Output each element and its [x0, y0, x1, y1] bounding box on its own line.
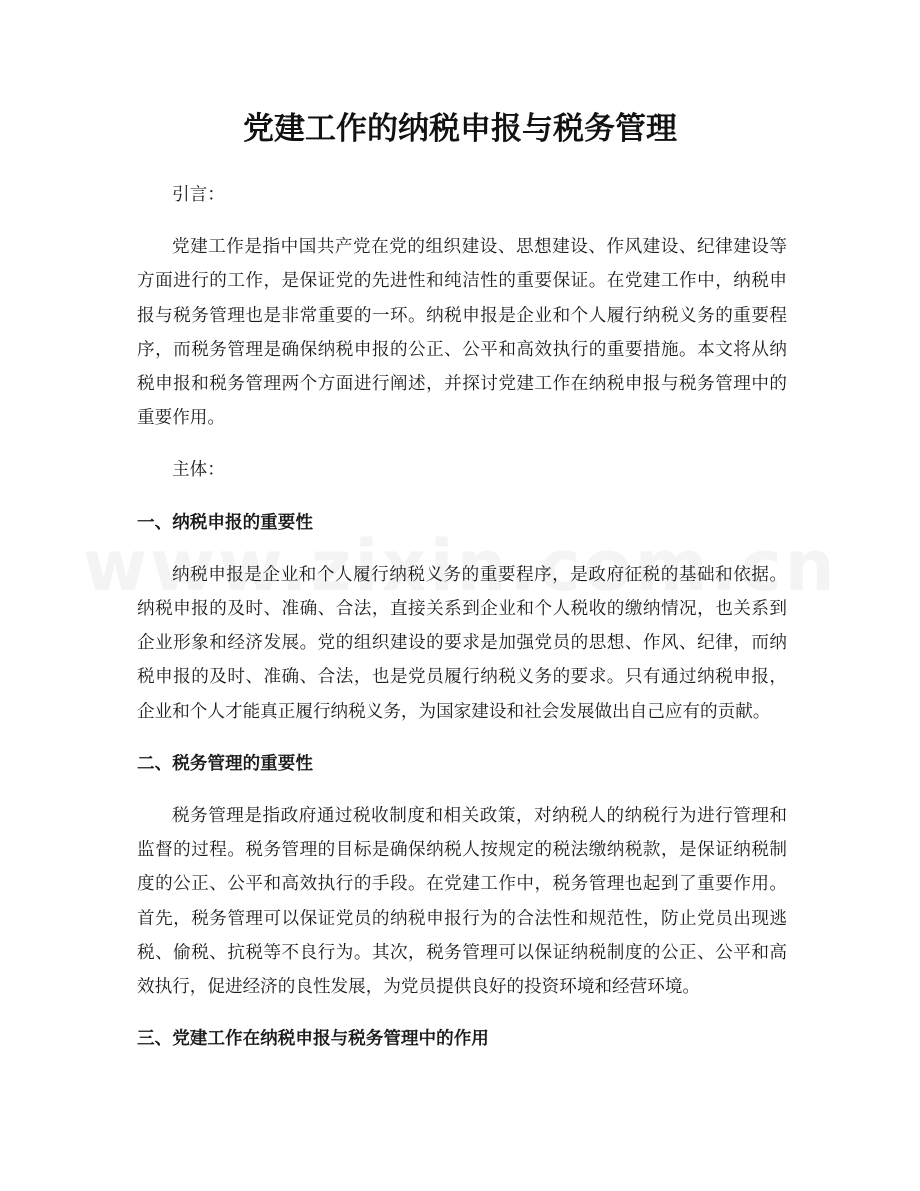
intro-paragraph: 党建工作是指中国共产党在党的组织建设、思想建设、作风建设、纪律建设等方面进行的工作，是保证党的先进性和纯洁性的重要保证。在党建工作中，纳税申报与税务管理也是非常重要的一环。纳税申报是企业和个人履行纳税义务的重要程序，而税务管理是确保纳税申报的公正、公平和高效执行的重要措施。本文将从纳税申报和税务管理两个方面进行阐述，并探讨党建工作在纳税申报与税务管理中的重要作用。	[137, 237, 787, 429]
section-heading-3: 三、党建工作在纳税申报与税务管理中的作用	[137, 1029, 489, 1050]
document-body	[137, 178, 787, 1056]
section-heading-1: 一、纳税申报的重要性	[137, 512, 313, 533]
section-heading-2: 二、税务管理的重要性	[137, 753, 313, 774]
body-label: 主体：	[172, 460, 225, 481]
document-title: 党建工作的纳税申报与税务管理	[243, 111, 677, 147]
section-paragraph-2: 税务管理是指政府通过税收制度和相关政策，对纳税人的纳税行为进行管理和监督的过程。税务管理的目标是确保纳税人按规定的税法缴纳税款，是保证纳税制度的公正、公平和高效执行的手段。在党建工作中，税务管理也起到了重要作用。首先，税务管理可以保证党员的纳税申报行为的合法性和规范性，防止党员出现逃税、偷税、抗税等不良行为。其次，税务管理可以保证纳税制度的公正、公平和高效执行，促进经济的良性发展，为党员提供良好的投资环境和经营环境。	[137, 806, 787, 998]
intro-label: 引言：	[172, 185, 225, 205]
section-paragraph-1: 纳税申报是企业和个人履行纳税义务的重要程序，是政府征税的基础和依据。纳税申报的及时、准确、合法，直接关系到企业和个人税收的缴纳情况，也关系到企业形象和经济发展。党的组织建设的要求是加强党员的思想、作风、纪律，而纳税申报的及时、准确、合法，也是党员履行纳税义务的要求。只有通过纳税申报，企业和个人才能真正履行纳税义务，为国家建设和社会发展做出自己应有的贡献。	[137, 564, 787, 722]
